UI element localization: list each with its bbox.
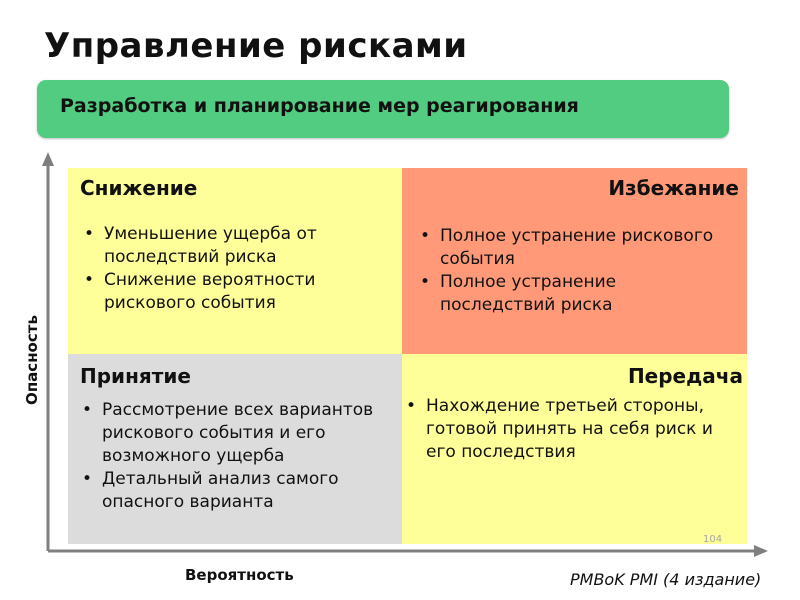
slide-title: Управление рисками (44, 26, 468, 66)
list-item: • Рассмотрение всех вариантов рискового события и его возможного ущерба (78, 399, 398, 468)
y-axis-label: Опасность (23, 315, 41, 405)
quadrant-heading: Принятие (80, 364, 191, 388)
quadrant-acceptance (68, 354, 402, 544)
bullet-list (416, 225, 716, 317)
bullet-list (78, 399, 398, 514)
quadrant-heading: Снижение (80, 176, 198, 200)
bullet-list (402, 395, 732, 464)
list-item: • Полное устранение последствий риска (416, 271, 716, 317)
list-item: • Нахождение третьей стороны, готовой принять на себя риск и его последствия (402, 395, 732, 464)
list-item: • Уменьшение ущерба от последствий риска (80, 223, 390, 269)
y-axis-arrow (42, 152, 54, 166)
quadrant-heading: Передача (627, 364, 743, 388)
quadrant-heading: Избежание (608, 176, 739, 200)
page-number: 104 (703, 534, 723, 545)
banner-text: Разработка и планирование мер реагирования (60, 95, 579, 117)
bullet-list (80, 223, 390, 315)
source-note: PMBoK PMI (4 издание) (570, 570, 762, 589)
list-item: • Снижение вероятности рискового события (80, 269, 390, 315)
quadrant-avoidance (402, 168, 747, 354)
list-item: • Детальный анализ самого опасного варианта (78, 468, 398, 514)
list-item: • Полное устранение рискового события (416, 225, 716, 271)
x-axis-arrow (754, 545, 768, 557)
quadrant-transfer (402, 354, 747, 544)
x-axis-label: Вероятность (185, 566, 294, 584)
quadrant-reduction (68, 168, 402, 354)
